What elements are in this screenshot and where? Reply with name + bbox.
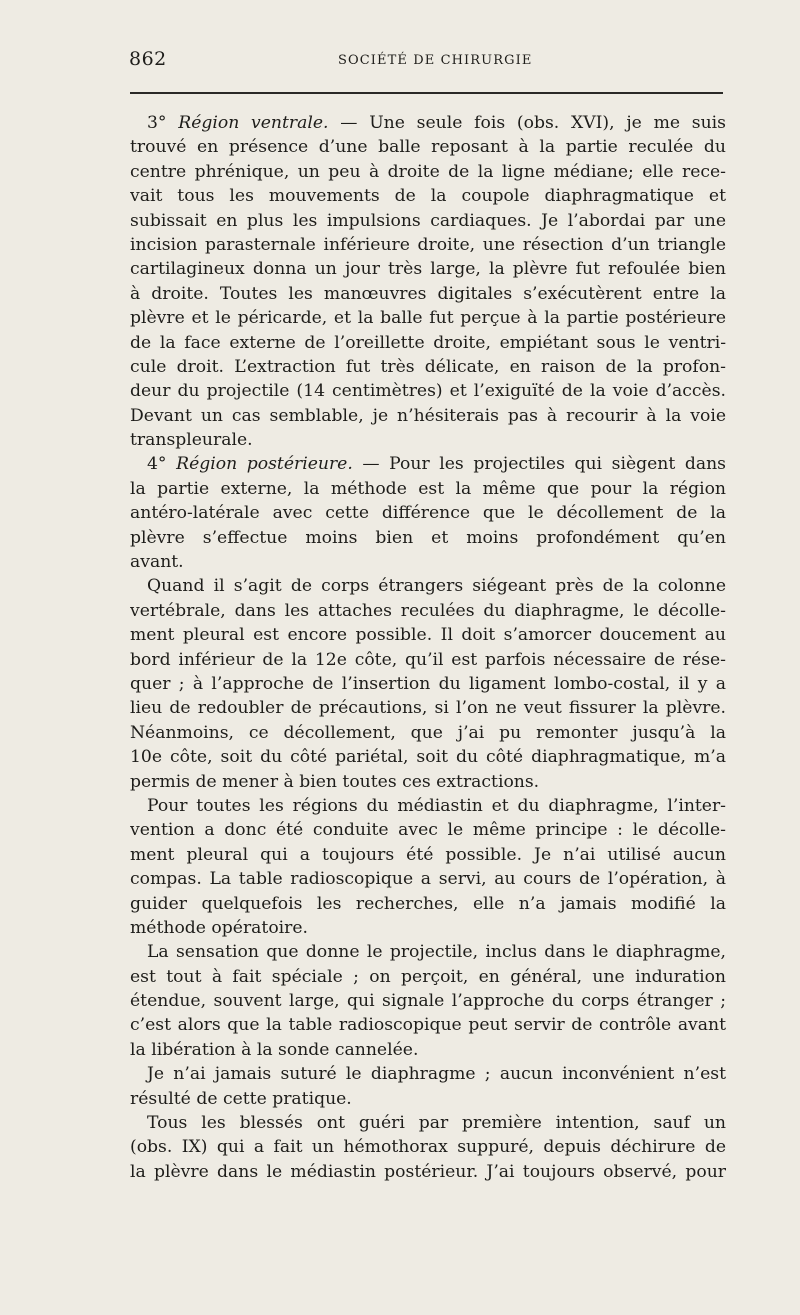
text-line: est tout à fait spéciale ; on perçoit, en général, une induration [130,966,726,987]
text-line: Quand il s’agit de corps étrangers siégeant près de la colonne [147,576,726,597]
text-line: guider quelquefois les recherches, elle n’a jamais modifié la [130,893,726,914]
body-text [130,111,726,1184]
text-line: lieu de redoubler de précautions, si l’on ne veut fissurer la plèvre. [130,698,726,719]
text-line: trouvé en présence d’une balle reposant à la partie reculée du [130,137,726,158]
text-line: subissait en plus les impulsions cardiaques. Je l’abordai par une [130,210,726,231]
text-line: permis de mener à bien toutes ces extractions. [130,771,540,792]
header-rule [130,92,723,94]
text-line: cartilagineux donna un jour très large, la plèvre fut refoulée bien [130,259,726,280]
text-line: plèvre et le péricarde, et la balle fut perçue à la partie postérieure [130,308,726,329]
text-line: 3° Région ventrale. — Une seule fois (obs. XVI), je me suis [147,113,726,133]
text-line: vention a donc été conduite avec le même principe : le décolle- [130,820,726,841]
section-heading: Région postérieure. [176,454,353,475]
text-line: étendue, souvent large, qui signale l’approche du corps étranger ; [130,991,726,1012]
text-line: cule droit. L’extraction fut très délicate, en raison de la profon- [130,356,726,377]
text-line: plèvre s’effectue moins bien et moins profondément qu’en [130,527,726,548]
text-line: compas. La table radioscopique a servi, au cours de l’opération, à [130,869,726,890]
text-line: Devant un cas semblable, je n’hésiterais pas à recourir à la voie [130,405,726,426]
text-line: de la face externe de l’oreillette droite, empiétant sous le ventri- [130,332,726,353]
text-line: 10e côte, soit du côté pariétal, soit du côté diaphragmatique, m’a [130,747,726,768]
text-line: Tous les blessés ont guéri par première intention, sauf un [147,1113,726,1134]
section-heading: Région ventrale. [178,113,329,133]
text-line: méthode opératoire. [130,917,309,938]
text-line: transpleurale. [130,430,253,451]
running-title: SOCIÉTÉ DE CHIRURGIE [338,53,533,68]
text-line: (obs. IX) qui a fait un hémothorax suppuré, depuis déchirure de [130,1137,726,1158]
text-line: la libération à la sonde cannelée. [130,1039,419,1060]
text-line: la partie externe, la méthode est la même que pour la région [130,478,726,499]
text-line: deur du projectile (14 centimètres) et l’exiguïté de la voie d’accès. [130,381,726,402]
text-line: Je n’ai jamais suturé le diaphragme ; aucun inconvénient n’est [147,1064,726,1085]
text-line: centre phrénique, un peu à droite de la ligne médiane; elle rece- [130,161,726,182]
text-line: à droite. Toutes les manœuvres digitales s’exécutèrent entre la [130,283,726,304]
text-line: la plèvre dans le médiastin postérieur. J’ai toujours observé, pour [130,1161,726,1182]
text-line: Pour toutes les régions du médiastin et du diaphragme, l’inter- [147,795,726,816]
text-line: La sensation que donne le projectile, inclus dans le diaphragme, [147,942,726,963]
text-line: ment pleural qui a toujours été possible. Je n’ai utilisé aucun [130,844,726,865]
text-line: antéro-latérale avec cette différence que le décollement de la [130,503,726,524]
text-line: quer ; à l’approche de l’insertion du ligament lombo-costal, il y a [130,673,726,694]
text-line: bord inférieur de la 12e côte, qu’il est parfois nécessaire de rése- [130,649,726,670]
text-line: avant. [130,552,184,573]
text-line: vait tous les mouvements de la coupole diaphragmatique et [130,186,726,207]
text-line: Néanmoins, ce décollement, que j’ai pu remonter jusqu’à la [130,722,726,743]
text-line: c’est alors que la table radioscopique peut servir de contrôle avant [130,1015,726,1036]
text-line: ment pleural est encore possible. Il doit s’amorcer doucement au [130,625,726,646]
text-line: 4° Région postérieure. — Pour les projectiles qui siègent dans [147,454,726,475]
page-number: 862 [129,48,167,70]
text-line: incision parasternale inférieure droite, une résection d’un triangle [130,234,726,255]
text-line: résulté de cette pratique. [130,1088,352,1109]
text-line: vertébrale, dans les attaches reculées du diaphragme, le décolle- [130,600,726,621]
